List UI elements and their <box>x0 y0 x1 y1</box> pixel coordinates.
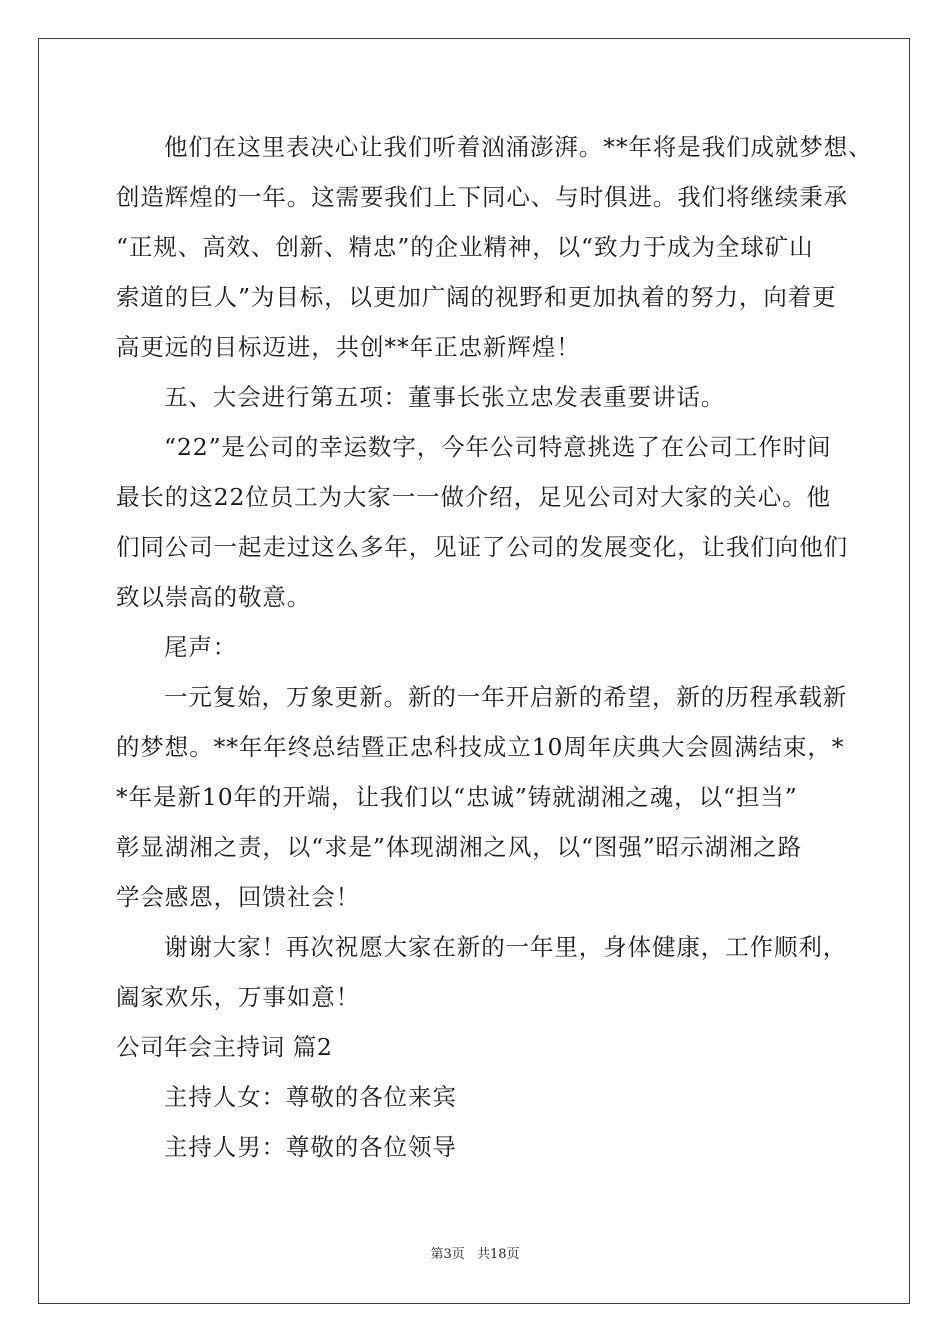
paragraph-line: 阖家欢乐，万事如意！ <box>116 983 360 1011</box>
paragraph-line: 他们在这里表决心让我们听着汹涌澎湃。**年将是我们成就梦想、 <box>164 133 873 161</box>
paragraph-line: 五、大会进行第五项：董事长张立忠发表重要讲话。 <box>164 383 726 411</box>
paragraph-line: 一元复始，万象更新。新的一年开启新的希望，新的历程承载新 <box>164 683 848 711</box>
paragraph-line: 主持人女：尊敬的各位来宾 <box>164 1083 457 1111</box>
paragraph-line: 学会感恩，回馈社会！ <box>116 883 360 911</box>
paragraph-line: 彰显湖湘之责，以“求是”体现湖湘之风，以“图强”昭示湖湘之路 <box>116 833 803 861</box>
paragraph-line: 主持人男：尊敬的各位领导 <box>164 1133 457 1161</box>
page-number: 第3页 <box>430 1247 465 1262</box>
paragraph-line: “22”是公司的幸运数字，今年公司特意挑选了在公司工作时间 <box>164 433 832 461</box>
paragraph-line: 高更远的目标迈进，共创**年正忠新辉煌！ <box>116 333 581 361</box>
paragraph-line: 致以崇高的敬意。 <box>116 583 312 611</box>
paragraph-line: 创造辉煌的一年。这需要我们上下同心、与时俱进。我们将继续秉承 <box>116 183 848 211</box>
section-heading: 公司年会主持词 篇2 <box>116 1033 333 1061</box>
document-body <box>116 122 873 1172</box>
paragraph-line: “正规、高效、创新、精忠”的企业精神，以“致力于成为全球矿山 <box>116 233 814 261</box>
paragraph-line: 们同公司一起走过这么多年，见证了公司的发展变化，让我们向他们 <box>116 533 848 561</box>
paragraph-line: 谢谢大家！再次祝愿大家在新的一年里，身体健康，工作顺利， <box>164 933 848 961</box>
paragraph-line: *年是新10年的开端，让我们以“忠诚”铸就湖湘之魂，以“担当” <box>116 783 798 811</box>
page-footer <box>0 1246 950 1264</box>
paragraph-line: 最长的这22位员工为大家一一做介绍，足见公司对大家的关心。他 <box>116 483 831 511</box>
page-total: 共18页 <box>476 1247 520 1262</box>
paragraph-line: 的梦想。**年年终总结暨正忠科技成立10周年庆典大会圆满结束，* <box>116 733 845 761</box>
paragraph-line: 索道的巨人”为目标，以更加广阔的视野和更加执着的努力，向着更 <box>116 283 837 311</box>
paragraph-line: 尾声： <box>164 633 238 661</box>
